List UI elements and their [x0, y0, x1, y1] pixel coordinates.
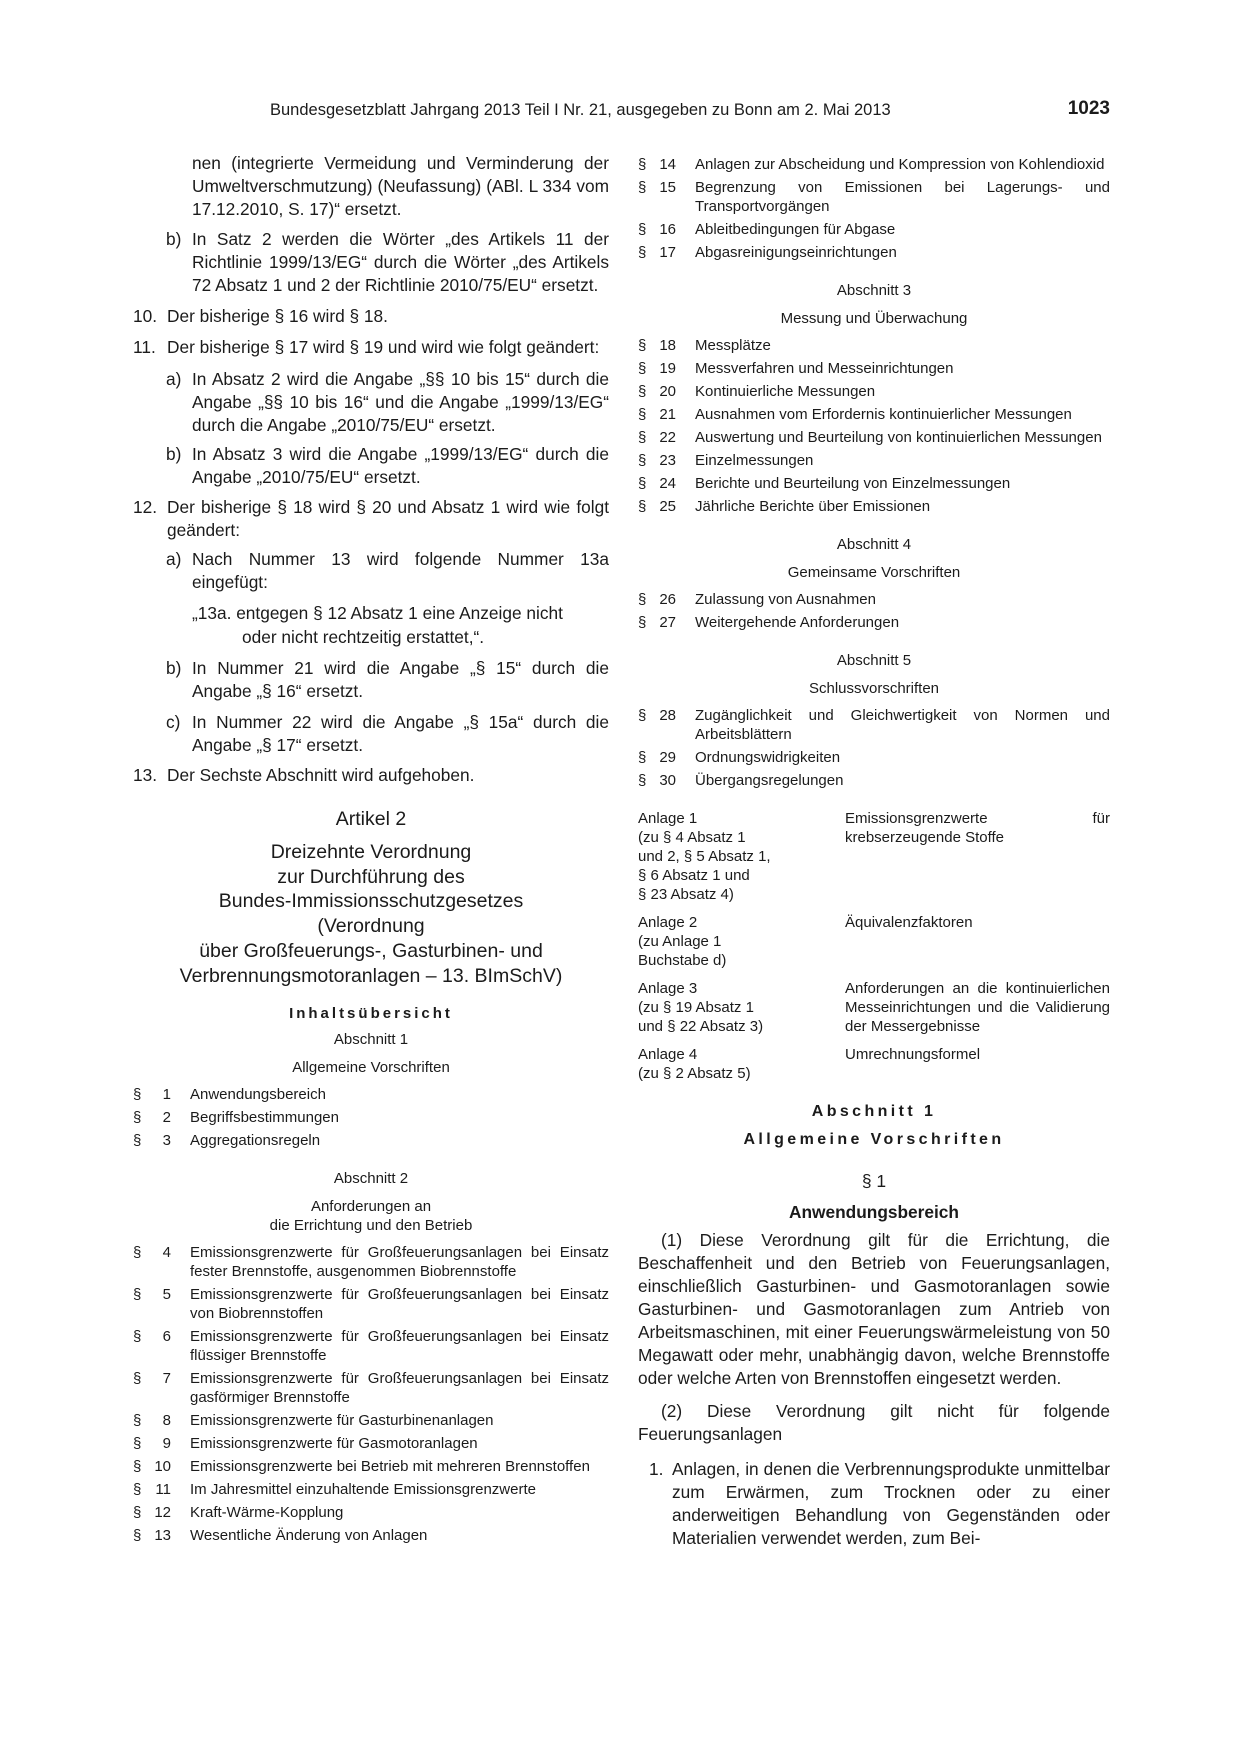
annex-reference-line: Buchstabe d) — [638, 952, 727, 969]
toc-abschnitt-number: Abschnitt 4 — [836, 536, 912, 553]
item-text: Nach Nummer 13 wird folgende Nummer 13a eingefügt: — [192, 549, 609, 593]
amendment-item — [133, 368, 609, 438]
item-label: b) — [166, 657, 182, 678]
toc-entry — [638, 474, 1110, 493]
toc-section-list — [638, 706, 1110, 790]
item-label: 11. — [133, 337, 156, 358]
inserted-quote — [133, 602, 609, 648]
annex-reference-line: Anlage 1 — [638, 810, 698, 827]
section-number: 12 — [154, 1503, 171, 1521]
section-number: 24 — [659, 475, 676, 492]
annex-reference-line: (zu § 19 Absatz 1 — [638, 999, 754, 1016]
section-number: 11 — [155, 1480, 171, 1498]
section-number: 7 — [162, 1369, 171, 1387]
toc-entry — [638, 336, 1110, 355]
left-column — [133, 152, 609, 1549]
annex-reference-line: Anlage 2 — [638, 914, 698, 931]
toc-entry — [133, 1327, 609, 1365]
toc-section-list — [638, 336, 1110, 516]
list-item — [638, 1458, 1110, 1550]
annex-entry — [638, 809, 1110, 904]
annex-reference — [638, 809, 845, 904]
section-title: Im Jahresmittel einzuhaltende Emissionsgrenzwerte — [190, 1480, 536, 1498]
section-number: 10 — [154, 1457, 171, 1475]
section-title: Emissionsgrenzwerte für Gasturbinenanlagen — [190, 1411, 494, 1429]
section-title: Emissionsgrenzwerte für Großfeuerungsanlagen bei Einsatz gasförmiger Brennstoffe — [190, 1369, 609, 1406]
toc-abschnitt-number: Abschnitt 2 — [333, 1169, 409, 1187]
annex-title: Anforderungen an die kontinuierlichen Messeinrichtungen und die Validierung der Messergebnisse — [845, 980, 1110, 1035]
section-symbol: § — [638, 337, 647, 354]
section-symbol: § — [638, 475, 647, 492]
section-symbol: § — [133, 1085, 142, 1103]
article-title-line: (Verordnung — [317, 915, 425, 938]
section-title: Messverfahren und Messeinrichtungen — [695, 360, 954, 377]
section-symbol: § — [133, 1285, 142, 1303]
section-number: 14 — [659, 156, 676, 173]
amendment-item — [133, 657, 609, 703]
section-title: Kraft-Wärme-Kopplung — [190, 1503, 344, 1521]
annex-entry — [638, 1045, 1110, 1083]
toc-section-list — [638, 590, 1110, 632]
section-title: Anwendungsbereich — [190, 1085, 326, 1103]
toc-entry — [638, 590, 1110, 609]
toc-entry — [133, 1085, 609, 1104]
amendment-item — [133, 443, 609, 489]
paragraph-title: Anwendungsbereich — [789, 1202, 959, 1222]
toc-section-list — [638, 155, 1110, 262]
item-text: In Absatz 3 wird die Angabe „1999/13/EG“ durch die Angabe „2010/75/EU“ ersetzt. — [192, 444, 609, 488]
section-symbol: § — [133, 1243, 142, 1261]
section-symbol: § — [133, 1457, 142, 1475]
section-symbol: § — [638, 614, 647, 631]
amendment-item — [133, 496, 609, 542]
annex-title: Emissionsgrenzwerte für krebserzeugende Stoffe — [845, 810, 1110, 846]
paragraph-text: (1) Diese Verordnung gilt für die Errichtung, die Beschaffenheit und den Betrieb von Feuerungsanlagen, einschließlich Gasturbinen- und Gasmotoranlagen sowie Gasturbinen- und Gasmotoranlagen zum Antrieb von Arbeitsmaschinen, mit einer Feuerungswärmeleistung von 50 Megawatt oder mehr, unabhängig davon, welche Brennstoffe oder welche Arten von Brennstoffen eingesetzt werden. — [638, 1230, 1110, 1388]
section-title: Emissionsgrenzwerte für Großfeuerungsanlagen bei Einsatz fester Brennstoffe, ausgenommen Biobrennstoffe — [190, 1243, 609, 1280]
section-title: Zugänglichkeit und Gleichwertigkeit von Normen und Arbeitsblättern — [695, 707, 1110, 743]
section-number: 13 — [154, 1526, 171, 1544]
toc-entry — [133, 1131, 609, 1150]
toc-entry — [638, 428, 1110, 447]
section-symbol: § — [638, 179, 647, 196]
page-number: 1023 — [1067, 98, 1110, 119]
header-title: Bundesgesetzblatt Jahrgang 2013 Teil I Nr. 21, ausgegeben zu Bonn am 2. Mai 2013 — [270, 101, 891, 119]
section-number: 1 — [162, 1085, 171, 1103]
section-number: 4 — [162, 1243, 171, 1261]
section-number: 8 — [162, 1411, 171, 1429]
section-title: Emissionsgrenzwerte für Großfeuerungsanlagen bei Einsatz von Biobrennstoffen — [190, 1285, 609, 1322]
toc-entry — [133, 1526, 609, 1545]
section-symbol: § — [638, 498, 647, 515]
section-title: Emissionsgrenzwerte für Großfeuerungsanlagen bei Einsatz flüssiger Brennstoffe — [190, 1327, 609, 1364]
section-heading: Abschnitt 1 — [811, 1103, 937, 1120]
page-header — [135, 98, 1110, 128]
section-symbol: § — [133, 1131, 142, 1149]
section-symbol: § — [638, 221, 647, 238]
right-column — [638, 155, 1110, 1550]
section-number: 16 — [659, 221, 676, 238]
article-heading — [133, 807, 609, 989]
section-symbol: § — [638, 429, 647, 446]
section-symbol: § — [638, 591, 647, 608]
toc-abschnitt-number: Abschnitt 5 — [836, 652, 912, 669]
quote-line: oder nicht rechtzeitig erstattet,“. — [242, 626, 485, 647]
toc-entry — [638, 359, 1110, 378]
section-number: 3 — [162, 1131, 171, 1149]
toc-abschnitt-name: Gemeinsame Vorschriften — [787, 564, 961, 581]
toc-entry — [133, 1369, 609, 1407]
section-title: Begrenzung von Emissionen bei Lagerungs- und Transportvorgängen — [695, 179, 1110, 215]
section-title: Aggregationsregeln — [190, 1131, 321, 1149]
section-number: 18 — [659, 337, 676, 354]
annex-reference-line: § 23 Absatz 4) — [638, 886, 734, 903]
toc-entry — [133, 1243, 609, 1281]
annex-reference-line: Anlage 3 — [638, 980, 698, 997]
toc-entry — [638, 706, 1110, 744]
item-text: In Nummer 22 wird die Angabe „§ 15a“ durch die Angabe „§ 17“ ersetzt. — [192, 712, 609, 756]
article-title-line: Verbrennungsmotoranlagen – 13. BImSchV) — [179, 964, 563, 987]
section-title: Ableitbedingungen für Abgase — [695, 221, 896, 238]
section-symbol: § — [638, 406, 647, 423]
toc-entry — [638, 382, 1110, 401]
section-symbol: § — [638, 244, 647, 261]
paragraph-symbol: § 1 — [861, 1171, 887, 1191]
item-label: b) — [166, 444, 182, 465]
toc-abschnitt-number: Abschnitt 1 — [333, 1030, 409, 1048]
toc-section-list — [133, 1243, 609, 1545]
amendment-item — [133, 228, 609, 298]
amendment-item — [133, 548, 609, 594]
amendment-item — [133, 764, 609, 787]
item-label: c) — [166, 712, 181, 733]
item-text: Der Sechste Abschnitt wird aufgehoben. — [167, 764, 475, 785]
section-title: Weitergehende Anforderungen — [695, 614, 900, 631]
item-label: 12. — [133, 496, 158, 517]
item-label: a) — [166, 368, 182, 389]
annex-reference-line: (zu § 4 Absatz 1 — [638, 829, 746, 846]
article-title-line: Bundes-Immissionsschutzgesetzes — [218, 890, 524, 913]
section-number: 29 — [659, 749, 676, 766]
section-subheading: Allgemeine Vorschriften — [743, 1131, 1005, 1148]
section-symbol: § — [638, 749, 647, 766]
section-title: Emissionsgrenzwerte für Gasmotoranlagen — [190, 1434, 478, 1452]
toc-entry — [133, 1108, 609, 1127]
toc-entry — [638, 220, 1110, 239]
section-number: 15 — [659, 179, 676, 196]
article-title-line: über Großfeuerungs-, Gasturbinen- und — [199, 940, 543, 963]
section-title: Jährliche Berichte über Emissionen — [695, 498, 931, 515]
section-title: Ordnungswidrigkeiten — [695, 749, 841, 766]
toc-abschnitt-name — [133, 1197, 609, 1235]
item-label: 10. — [133, 306, 158, 327]
toc-entry — [638, 771, 1110, 790]
section-symbol: § — [638, 156, 647, 173]
annex-reference-line: (zu Anlage 1 — [638, 933, 722, 950]
section-title: Emissionsgrenzwerte bei Betrieb mit mehreren Brennstoffen — [190, 1457, 590, 1475]
section-title: Auswertung und Beurteilung von kontinuierlichen Messungen — [695, 429, 1102, 446]
toc-entry — [638, 497, 1110, 516]
section-title: Kontinuierliche Messungen — [695, 383, 876, 400]
section-symbol: § — [133, 1480, 142, 1498]
section-number: 22 — [659, 429, 676, 446]
toc-entry — [133, 1434, 609, 1453]
toc-entry — [638, 451, 1110, 470]
annex-list — [638, 809, 1110, 1083]
toc-entry — [638, 243, 1110, 262]
toc-abschnitt-name: Allgemeine Vorschriften — [292, 1058, 450, 1076]
annex-reference — [638, 979, 845, 1036]
section-symbol: § — [638, 383, 647, 400]
section-number: 26 — [659, 591, 676, 608]
section-symbol: § — [133, 1369, 142, 1387]
section-symbol: § — [133, 1434, 142, 1452]
section-symbol: § — [638, 360, 647, 377]
section-number: 9 — [162, 1434, 171, 1452]
list-item-text: Anlagen, in denen die Verbrennungsprodukte unmittelbar zum Erwärmen, zum Trocknen oder zu einer anderweitigen Behandlung von Gegenständen oder Materialien verwendet werden, zum Bei- — [672, 1459, 1110, 1548]
annex-reference-line: und § 22 Absatz 3) — [638, 1018, 764, 1035]
amendment-item — [133, 711, 609, 757]
annex-title: Umrechnungsformel — [845, 1046, 981, 1063]
toc-entry — [638, 155, 1110, 174]
annex-title: Äquivalenzfaktoren — [845, 914, 973, 931]
article-title-line: Dreizehnte Verordnung — [270, 840, 472, 863]
toc-entry — [638, 613, 1110, 632]
paragraph-text: (2) Diese Verordnung gilt nicht für folgende Feuerungsanlagen — [638, 1401, 1110, 1444]
annex-reference-line: (zu § 2 Absatz 5) — [638, 1065, 751, 1082]
toc-abschnitt-number: Abschnitt 3 — [836, 282, 912, 299]
amendment-item — [133, 336, 609, 359]
section-number: 6 — [162, 1327, 171, 1345]
annex-reference — [638, 913, 845, 970]
item-label: b) — [166, 228, 182, 249]
item-text: Der bisherige § 16 wird § 18. — [167, 306, 388, 327]
toc-entry — [133, 1457, 609, 1476]
item-label: a) — [166, 549, 182, 570]
toc-section-list — [133, 1085, 609, 1150]
list-item-label: 1. — [649, 1459, 664, 1479]
amendment-item — [133, 305, 609, 328]
item-text: Der bisherige § 17 wird § 19 und wird wie folgt geändert: — [167, 337, 600, 358]
toc-entry — [638, 405, 1110, 424]
annex-reference-line: und 2, § 5 Absatz 1, — [638, 848, 771, 865]
section-title: Abgasreinigungseinrichtungen — [695, 244, 897, 261]
section-number: 27 — [659, 614, 676, 631]
section-symbol: § — [638, 707, 647, 724]
section-number: 21 — [659, 406, 676, 423]
section-symbol: § — [133, 1327, 142, 1345]
toc-entry — [133, 1411, 609, 1430]
toc-abschnitt-name-line: Anforderungen an — [310, 1197, 432, 1215]
section-title: Ausnahmen vom Erfordernis kontinuierlicher Messungen — [695, 406, 1072, 423]
toc-abschnitt-name: Messung und Überwachung — [780, 310, 968, 327]
item-text: Der bisherige § 18 wird § 20 und Absatz 1 wird wie folgt geändert: — [167, 496, 609, 540]
toc-title: Inhaltsübersicht — [289, 1004, 453, 1022]
article-label: Artikel 2 — [335, 807, 407, 830]
toc-abschnitt-name-line: die Errichtung und den Betrieb — [269, 1216, 473, 1234]
section-number: 28 — [659, 707, 676, 724]
section-title: Messplätze — [695, 337, 771, 354]
annex-entry — [638, 913, 1110, 970]
section-number: 19 — [659, 360, 676, 377]
item-label: 13. — [133, 764, 158, 785]
quote-line: „13a. entgegen § 12 Absatz 1 eine Anzeige nicht — [192, 603, 563, 624]
toc-entry — [133, 1480, 609, 1499]
section-title: Begriffsbestimmungen — [190, 1108, 339, 1126]
item-text: In Nummer 21 wird die Angabe „§ 15“ durch die Angabe „§ 16“ ersetzt. — [192, 657, 609, 702]
article-title-line: zur Durchführung des — [277, 865, 465, 888]
section-title: Berichte und Beurteilung von Einzelmessungen — [695, 475, 1011, 492]
section-symbol: § — [133, 1503, 142, 1521]
section-number: 30 — [659, 772, 676, 789]
item-text: In Satz 2 werden die Wörter „des Artikels 11 der Richtlinie 1999/13/EG“ durch die Wörter „des Artikels 72 Absatz 1 und 2 der Richtlinie 2010/75/EU“ ersetzt. — [192, 228, 609, 296]
section-title: Zulassung von Ausnahmen — [695, 591, 876, 608]
annex-reference-line: § 6 Absatz 1 und — [638, 867, 750, 884]
section-symbol: § — [638, 452, 647, 469]
toc-entry — [133, 1503, 609, 1522]
toc-abschnitt-name: Schlussvorschriften — [808, 680, 940, 697]
annex-reference-line: Anlage 4 — [638, 1046, 698, 1063]
section-title: Wesentliche Änderung von Anlagen — [190, 1526, 428, 1544]
section-title: Anlagen zur Abscheidung und Kompression von Kohlendioxid — [695, 156, 1105, 173]
section-number: 25 — [659, 498, 676, 515]
section-symbol: § — [133, 1411, 142, 1429]
section-number: 2 — [162, 1108, 171, 1126]
toc-entry — [638, 178, 1110, 216]
item-text: In Absatz 2 wird die Angabe „§§ 10 bis 15“ durch die Angabe „§§ 10 bis 16“ und die Angabe „1999/13/EG“ durch die Angabe „2010/75/EU“ ersetzt. — [192, 368, 609, 436]
section-symbol: § — [638, 772, 647, 789]
continued-text: nen (integrierte Vermeidung und Verminderung der Umweltverschmutzung) (Neufassung) (ABl. L 334 vom 17.12.2010, S. 17)“ ersetzt. — [192, 153, 609, 220]
toc-entry — [133, 1285, 609, 1323]
annex-entry — [638, 979, 1110, 1036]
section-title: Einzelmessungen — [695, 452, 814, 469]
section-title: Übergangsregelungen — [695, 772, 844, 789]
annex-reference — [638, 1045, 845, 1083]
toc-entry — [638, 748, 1110, 767]
section-symbol: § — [133, 1108, 142, 1126]
section-number: 17 — [659, 244, 676, 261]
section-number: 23 — [659, 452, 676, 469]
section-number: 5 — [162, 1285, 171, 1303]
section-number: 20 — [659, 383, 676, 400]
section-symbol: § — [133, 1526, 142, 1544]
